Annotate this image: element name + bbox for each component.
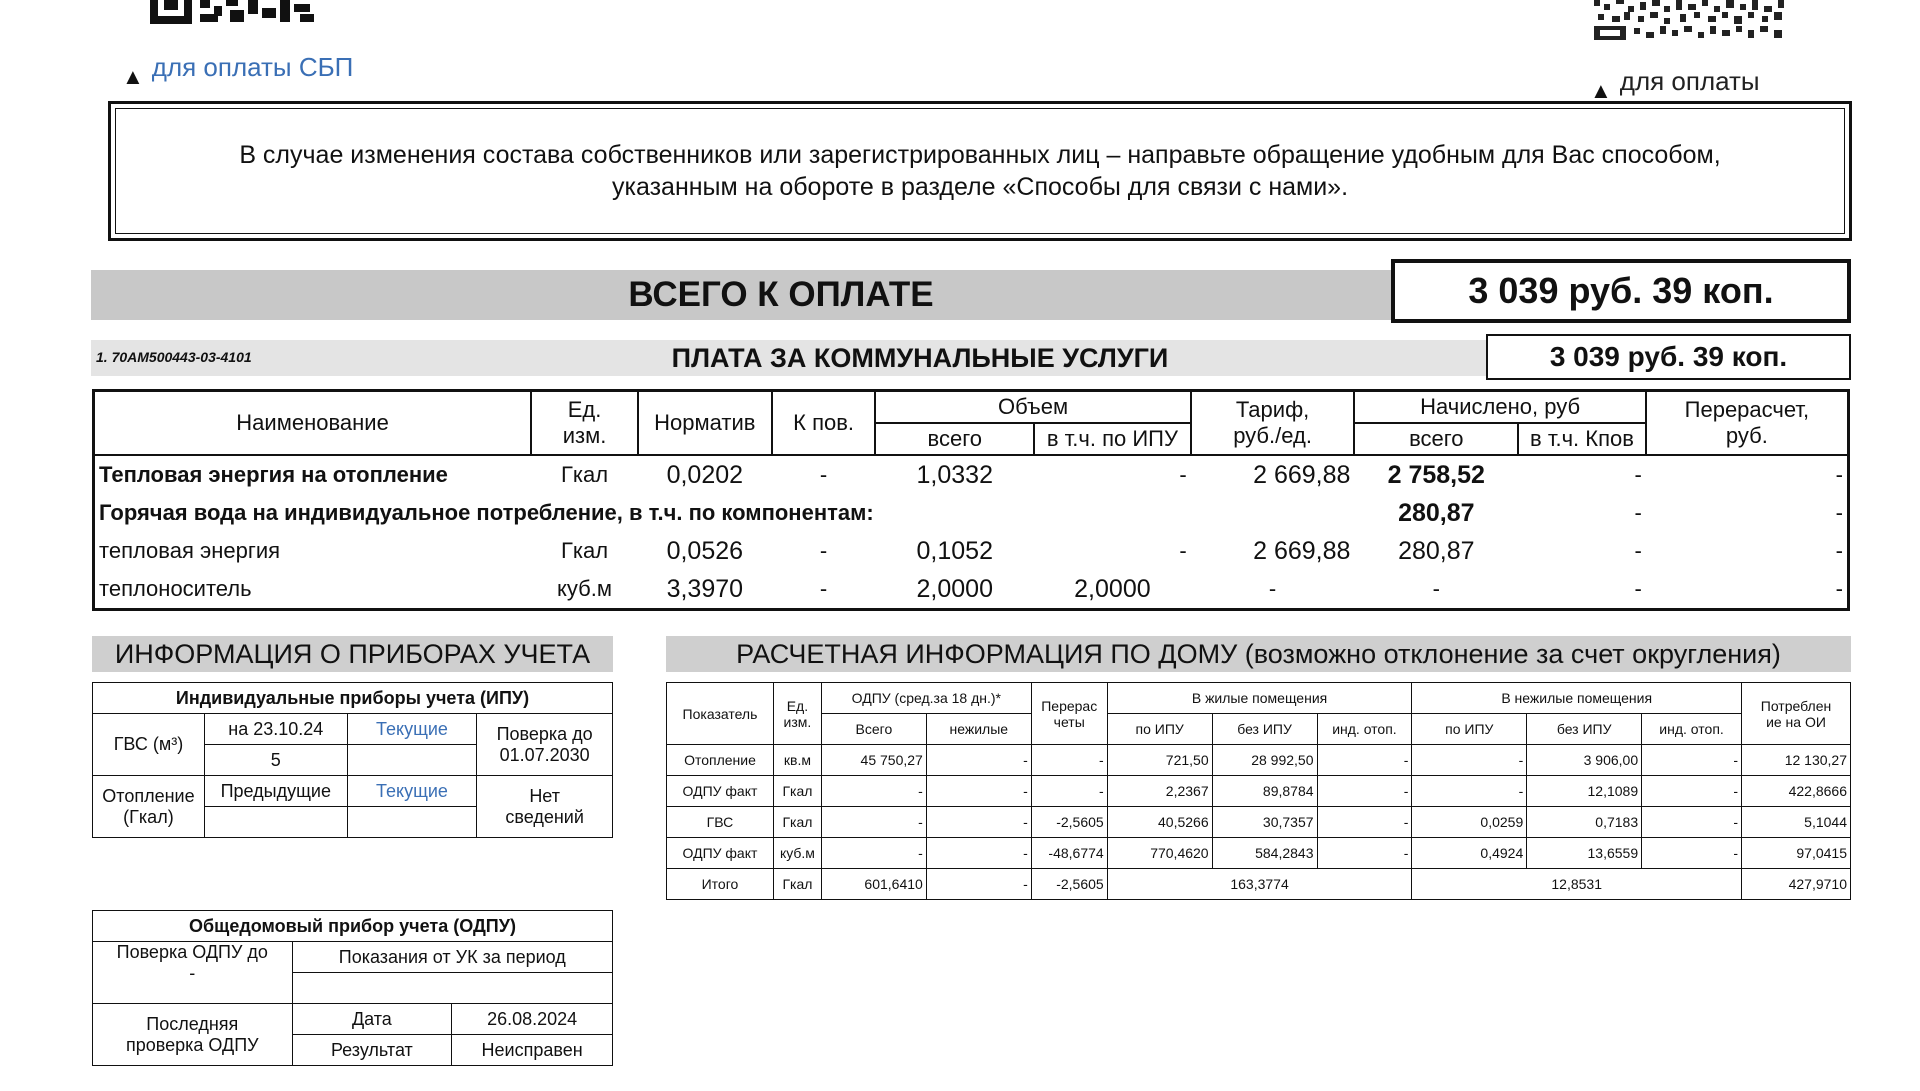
table-row: Отопление кв.м 45 750,27 - - 721,50 28 992,50 - - 3 906,00 - 12 130,27 [667, 745, 1851, 776]
table-row: ОДПУ факт куб.м - - -48,6774 770,4620 584,2843 - 0,4924 13,6559 - 97,0415 [667, 838, 1851, 869]
triangle-up-icon: ▲ [1590, 78, 1612, 103]
total-title: ВСЕГО К ОПЛАТЕ [628, 275, 934, 314]
col-volume: Объем [875, 391, 1190, 424]
utilities-amount: 3 039 руб. 39 коп. [1486, 334, 1851, 380]
sbp-caption: $_▲$ для оплаты СБП [122, 52, 354, 89]
col-norm: Норматив [638, 391, 772, 456]
table-row: тепловая энергия Гкал 0,0526 - 0,1052 - 2 669,88 280,87 - - [94, 532, 1849, 570]
pay-qr-code-icon [1594, 0, 1794, 42]
table-row: Результат Неисправен [93, 1035, 613, 1066]
col-charged: Начислено, руб [1354, 391, 1645, 424]
services-table [92, 389, 1850, 611]
col-name: Наименование [94, 391, 532, 456]
table-row: теплоноситель куб.м 3,3970 - 2,0000 2,0000 - - - - [94, 570, 1849, 610]
col-vol-total: всего [875, 423, 1034, 455]
col-recalc: Перерасчет, руб. [1646, 391, 1849, 456]
odpu-table [92, 910, 613, 1066]
odpu-title: Общедомовый прибор учета (ОДПУ) [93, 911, 613, 942]
col-k: К пов. [772, 391, 876, 456]
table-row: Отопление (Гкал) Предыдущие Текущие Нет сведений [93, 776, 613, 807]
table-row: ГВС (м³) на 23.10.24 Текущие Поверка до 01.07.2030 [93, 714, 613, 745]
table-row: ОДПУ факт Гкал - - - 2,2367 89,8784 - - 12,1089 - 422,8666 [667, 776, 1851, 807]
table-row-total: Итого Гкал 601,6410 - -2,5605 163,3774 12,8531 427,9710 [667, 869, 1851, 900]
col-ch-k: в т.ч. Кпов [1518, 423, 1646, 455]
sbp-qr-code-icon [150, 0, 330, 26]
house-table: Показатель Ед. изм. ОДПУ (сред.за 18 дн.)* Перерас четы В жилые помещения В нежилые помещения Потреблен ие на ОИ Всего нежилые по ИПУ без ИПУ инд. отоп. по ИПУ без ИПУ инд. отоп. Отопление кв.м 45 750,27 - - 721,50 28 992,50 - - 3 906,00 - 12 130,27 ОДПУ факт Гкал - - - 2,2367 89,8784 - - 12,1089 - 422,8666 ГВС Гкал - - -2,5605 40,5266 30,7357 - 0,0259 0,7183 - 5,1044 ОДПУ факт куб.м - - -48,6774 770,4620 584,2843 - 0,4924 13,6559 - 97,0415 Итого Гкал 601,6410 - -2,5605 163,3774 12,8531 427,9710 [666, 682, 1851, 900]
table-row: ГВС Гкал - - -2,5605 40,5266 30,7357 - 0,0259 0,7183 - 5,1044 [667, 807, 1851, 838]
house-section-title: РАСЧЕТНАЯ ИНФОРМАЦИЯ ПО ДОМУ (возможно отклонение за счет округления) [666, 636, 1851, 672]
notice-line-2: указанным на обороте в разделе «Способы для связи с нами». [611, 173, 1349, 201]
table-row: Горячая вода на индивидуальное потребление, в т.ч. по компонентам: 280,87 - - [94, 494, 1849, 532]
col-ch-total: всего [1354, 423, 1518, 455]
col-vol-ipu: в т.ч. по ИПУ [1034, 423, 1191, 455]
col-unit: Ед. изм. [531, 391, 638, 456]
table-row: Последняя проверка ОДПУ Дата 26.08.2024 [93, 1004, 613, 1035]
notice-line-1: В случае изменения состава собственников или зарегистрированных лиц – направьте обращение удобным для Вас способом, [239, 141, 1721, 169]
total-amount: 3 039 руб. 39 коп. [1391, 259, 1851, 323]
meters-section-title: ИНФОРМАЦИЯ О ПРИБОРАХ УЧЕТА [92, 636, 613, 672]
utilities-title: ПЛАТА ЗА КОММУНАЛЬНЫЕ УСЛУГИ [671, 342, 1169, 373]
pay-caption: $_▲$ для оплаты [1590, 66, 1760, 103]
table-row: 5 [93, 745, 613, 776]
triangle-up-icon: ▲ [122, 64, 144, 89]
ipu-title: Индивидуальные приборы учета (ИПУ) [93, 683, 613, 714]
ipu-table [92, 682, 613, 838]
notice-box [108, 101, 1852, 241]
table-row: Тепловая энергия на отопление Гкал 0,0202 - 1,0332 - 2 669,88 2 758,52 - - [94, 455, 1849, 494]
col-tariff: Тариф, руб./ед. [1191, 391, 1355, 456]
account-number: 1. 70АМ500443-03-4101 [96, 349, 252, 365]
table-row: Поверка ОДПУ до - Показания от УК за период [93, 942, 613, 973]
